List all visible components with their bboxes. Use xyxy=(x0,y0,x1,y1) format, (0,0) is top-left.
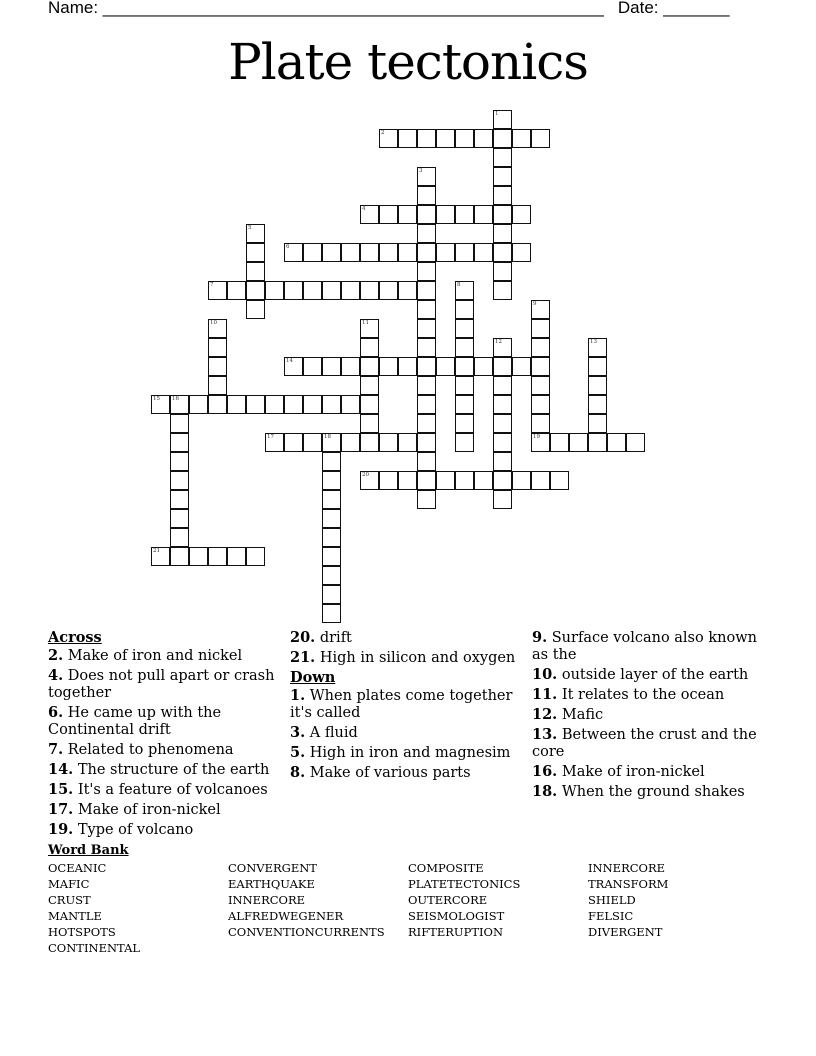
crossword-cell[interactable] xyxy=(227,547,246,566)
crossword-cell[interactable] xyxy=(550,471,569,490)
clue-number: 12 xyxy=(495,339,502,345)
crossword-cell[interactable] xyxy=(474,357,493,376)
crossword-cell[interactable] xyxy=(417,129,436,148)
crossword-cell[interactable] xyxy=(436,471,455,490)
date-field[interactable]: _______ xyxy=(663,0,730,17)
crossword-cell[interactable] xyxy=(436,357,455,376)
word-bank-item: RIFTERUPTION xyxy=(408,925,504,939)
crossword-cell[interactable] xyxy=(493,376,512,395)
clue-across-7: 7. Related to phenomena xyxy=(48,741,234,758)
page-title: Plate tectonics xyxy=(228,33,588,91)
crossword-cell[interactable] xyxy=(455,376,474,395)
crossword-cell[interactable] xyxy=(417,167,436,186)
crossword-cell[interactable] xyxy=(246,224,265,243)
crossword-cell[interactable] xyxy=(379,433,398,452)
crossword-cell[interactable] xyxy=(607,433,626,452)
crossword-cell[interactable] xyxy=(417,433,436,452)
crossword-cell[interactable] xyxy=(208,357,227,376)
crossword-cell[interactable] xyxy=(436,205,455,224)
crossword-cell[interactable] xyxy=(360,319,379,338)
crossword-cell[interactable] xyxy=(455,414,474,433)
crossword-cell[interactable] xyxy=(588,433,607,452)
clue-down-8: 8. Make of various parts xyxy=(290,764,471,781)
crossword-cell[interactable] xyxy=(436,129,455,148)
crossword-cell[interactable] xyxy=(265,433,284,452)
crossword-cell[interactable] xyxy=(417,414,436,433)
crossword-cell[interactable] xyxy=(493,110,512,129)
word-bank-column-4 xyxy=(588,860,668,940)
crossword-cell[interactable] xyxy=(360,357,379,376)
word-bank-item: SHIELD xyxy=(588,893,636,907)
crossword-cell[interactable] xyxy=(322,490,341,509)
crossword-cell[interactable] xyxy=(417,471,436,490)
crossword-cell[interactable] xyxy=(493,148,512,167)
crossword-cell[interactable] xyxy=(531,414,550,433)
crossword-cell[interactable] xyxy=(170,414,189,433)
crossword-cell[interactable] xyxy=(493,186,512,205)
word-bank-item: CONVERGENT xyxy=(228,861,317,875)
word-bank-item: DIVERGENT xyxy=(588,925,663,939)
word-bank-item: EARTHQUAKE xyxy=(228,877,315,891)
crossword-cell[interactable] xyxy=(493,490,512,509)
crossword-cell[interactable] xyxy=(588,414,607,433)
crossword-cell[interactable] xyxy=(170,395,189,414)
crossword-cell[interactable] xyxy=(151,547,170,566)
crossword-cell[interactable] xyxy=(531,395,550,414)
crossword-cell[interactable] xyxy=(474,471,493,490)
word-bank-item: OCEANIC xyxy=(48,861,107,875)
clue-number: 6 xyxy=(286,244,290,250)
clue-down-12: 12. Mafic xyxy=(532,706,604,723)
crossword-cell[interactable] xyxy=(531,433,550,452)
crossword-cell[interactable] xyxy=(303,281,322,300)
crossword-cell[interactable] xyxy=(322,395,341,414)
crossword-cell[interactable] xyxy=(417,300,436,319)
crossword-cell[interactable] xyxy=(493,357,512,376)
crossword-cell[interactable] xyxy=(455,319,474,338)
crossword-cell[interactable] xyxy=(417,357,436,376)
word-bank-item: PLATETECTONICS xyxy=(408,877,521,891)
crossword-cell[interactable] xyxy=(303,433,322,452)
clue-down-1: 1. When plates come together it's called xyxy=(290,687,513,721)
clue-number: 3 xyxy=(419,168,423,174)
crossword-cell[interactable] xyxy=(284,357,303,376)
crossword-cell[interactable] xyxy=(493,224,512,243)
word-bank-item: INNERCORE xyxy=(588,861,666,875)
crossword-cell[interactable] xyxy=(360,281,379,300)
crossword-cell[interactable] xyxy=(493,243,512,262)
crossword-cell[interactable] xyxy=(588,395,607,414)
crossword-cell[interactable] xyxy=(170,509,189,528)
clue-number: 9 xyxy=(533,301,537,307)
clue-down-18: 18. When the ground shakes xyxy=(532,783,745,800)
crossword-cell[interactable] xyxy=(379,281,398,300)
clue-down-11: 11. It relates to the ocean xyxy=(532,686,725,703)
crossword-cell[interactable] xyxy=(455,243,474,262)
crossword-cell[interactable] xyxy=(455,300,474,319)
crossword-cell[interactable] xyxy=(417,205,436,224)
crossword-cell[interactable] xyxy=(208,376,227,395)
crossword-cell[interactable] xyxy=(360,471,379,490)
crossword-cell[interactable] xyxy=(170,547,189,566)
crossword-cell[interactable] xyxy=(227,281,246,300)
crossword-cell[interactable] xyxy=(322,452,341,471)
crossword-cell[interactable] xyxy=(379,471,398,490)
crossword-cell[interactable] xyxy=(322,509,341,528)
crossword-cell[interactable] xyxy=(493,167,512,186)
clue-across-14: 14. The structure of the earth xyxy=(48,761,270,778)
crossword-cell[interactable] xyxy=(417,281,436,300)
crossword-cell[interactable] xyxy=(246,395,265,414)
crossword-cell[interactable] xyxy=(341,281,360,300)
crossword-cell[interactable] xyxy=(170,471,189,490)
name-label: Name: xyxy=(48,0,103,17)
crossword-cell[interactable] xyxy=(341,243,360,262)
crossword-cell[interactable] xyxy=(455,129,474,148)
crossword-cell[interactable] xyxy=(417,262,436,281)
crossword-cell[interactable] xyxy=(208,281,227,300)
crossword-cell[interactable] xyxy=(360,338,379,357)
word-bank-column-1 xyxy=(48,860,140,956)
crossword-cell[interactable] xyxy=(455,395,474,414)
crossword-cell[interactable] xyxy=(474,243,493,262)
crossword-cell[interactable] xyxy=(322,281,341,300)
crossword-cell[interactable] xyxy=(626,433,645,452)
clue-number: 20 xyxy=(362,472,369,478)
crossword-cell[interactable] xyxy=(531,471,550,490)
crossword-cell[interactable] xyxy=(265,281,284,300)
crossword-cell[interactable] xyxy=(417,490,436,509)
crossword-cell[interactable] xyxy=(208,395,227,414)
crossword-cell[interactable] xyxy=(170,452,189,471)
clue-across-17: 17. Make of iron-nickel xyxy=(48,801,221,818)
date-label: Date: xyxy=(617,0,664,17)
crossword-cell[interactable] xyxy=(246,243,265,262)
crossword-cell[interactable] xyxy=(322,243,341,262)
crossword-cell[interactable] xyxy=(455,281,474,300)
crossword-cell[interactable] xyxy=(455,205,474,224)
word-bank-item: MANTLE xyxy=(48,909,102,923)
crossword-cell[interactable] xyxy=(474,129,493,148)
crossword-cell[interactable] xyxy=(417,338,436,357)
crossword-cell[interactable] xyxy=(284,243,303,262)
crossword-cell[interactable] xyxy=(512,129,531,148)
clue-number: 1 xyxy=(495,111,499,117)
crossword-cell[interactable] xyxy=(398,243,417,262)
crossword-cell[interactable] xyxy=(417,376,436,395)
clue-down-3: 3. A fluid xyxy=(290,724,358,741)
crossword-cell[interactable] xyxy=(417,224,436,243)
crossword-cell[interactable] xyxy=(588,338,607,357)
clue-down-10: 10. outside layer of the earth xyxy=(532,666,749,683)
word-bank-column-2 xyxy=(228,860,385,940)
crossword-cell[interactable] xyxy=(455,433,474,452)
crossword-cell[interactable] xyxy=(379,357,398,376)
crossword-cell[interactable] xyxy=(208,547,227,566)
crossword-cell[interactable] xyxy=(284,281,303,300)
crossword-cell[interactable] xyxy=(493,433,512,452)
crossword-cell[interactable] xyxy=(360,243,379,262)
crossword-cell[interactable] xyxy=(379,129,398,148)
clue-number: 11 xyxy=(362,320,369,326)
crossword-cell[interactable] xyxy=(322,357,341,376)
crossword-cell[interactable] xyxy=(417,395,436,414)
crossword-cell[interactable] xyxy=(417,243,436,262)
crossword-cell[interactable] xyxy=(531,338,550,357)
crossword-cell[interactable] xyxy=(360,414,379,433)
crossword-cell[interactable] xyxy=(493,262,512,281)
crossword-cell[interactable] xyxy=(170,528,189,547)
clue-number: 10 xyxy=(210,320,217,326)
crossword-cell[interactable] xyxy=(493,338,512,357)
word-bank-item: INNERCORE xyxy=(228,893,306,907)
crossword-cell[interactable] xyxy=(569,433,588,452)
word-bank-column-3 xyxy=(408,860,520,940)
clue-number: 8 xyxy=(457,282,461,288)
clue-number: 15 xyxy=(153,396,160,402)
clue-across-15: 15. It's a feature of volcanoes xyxy=(48,781,268,798)
word-bank-item: CONVENTIONCURRENTS xyxy=(228,925,385,939)
crossword-cell[interactable] xyxy=(588,357,607,376)
crossword-cell[interactable] xyxy=(246,281,265,300)
crossword-cell[interactable] xyxy=(493,395,512,414)
down-heading: Down xyxy=(290,669,336,686)
crossword-cell[interactable] xyxy=(322,547,341,566)
clue-number: 21 xyxy=(153,548,160,554)
crossword-cell[interactable] xyxy=(265,395,284,414)
crossword-cell[interactable] xyxy=(189,547,208,566)
word-bank-item: COMPOSITE xyxy=(408,861,484,875)
clue-across-2: 2. Make of iron and nickel xyxy=(48,647,243,664)
crossword-cell[interactable] xyxy=(512,471,531,490)
crossword-cell[interactable] xyxy=(189,395,208,414)
crossword-cell[interactable] xyxy=(322,604,341,623)
crossword-cell[interactable] xyxy=(379,243,398,262)
crossword-cell[interactable] xyxy=(284,395,303,414)
clue-number: 5 xyxy=(248,225,252,231)
name-field[interactable]: _____________________________________________________ xyxy=(102,0,604,17)
crossword-cell[interactable] xyxy=(398,205,417,224)
clue-across-19: 19. Type of volcano xyxy=(48,821,194,838)
crossword-cell[interactable] xyxy=(531,129,550,148)
crossword-cell[interactable] xyxy=(512,243,531,262)
word-bank-item: FELSIC xyxy=(588,909,634,923)
word-bank-item: OUTERCORE xyxy=(408,893,488,907)
crossword-cell[interactable] xyxy=(246,300,265,319)
crossword-cell[interactable] xyxy=(303,395,322,414)
word-bank xyxy=(48,843,669,955)
across-heading: Across xyxy=(48,629,102,646)
crossword-cell[interactable] xyxy=(341,433,360,452)
crossword-cell[interactable] xyxy=(322,471,341,490)
clue-down-16: 16. Make of iron-nickel xyxy=(532,763,705,780)
clue-number: 14 xyxy=(286,358,293,364)
word-bank-item: HOTSPOTS xyxy=(48,925,116,939)
clue-number: 16 xyxy=(172,396,179,402)
word-bank-item: SEISMOLOGIST xyxy=(408,909,505,923)
clue-number: 7 xyxy=(210,282,214,288)
clue-number: 2 xyxy=(381,130,385,136)
crossword-cell[interactable] xyxy=(360,433,379,452)
crossword-cell[interactable] xyxy=(246,262,265,281)
crossword-cell[interactable] xyxy=(208,319,227,338)
crossword-cell[interactable] xyxy=(436,243,455,262)
crossword-cell[interactable] xyxy=(531,319,550,338)
clue-down-13: 13. Between the crust and the core xyxy=(532,726,757,760)
crossword-cell[interactable] xyxy=(512,357,531,376)
clue-down-9: 9. Surface volcano also known as the xyxy=(532,629,757,663)
crossword-cell[interactable] xyxy=(303,243,322,262)
clue-down-5: 5. High in iron and magnesim xyxy=(290,744,511,761)
clue-across-20: 20. drift xyxy=(290,629,352,646)
crossword-cell[interactable] xyxy=(512,205,531,224)
crossword-cell[interactable] xyxy=(322,566,341,585)
crossword-cell[interactable] xyxy=(455,338,474,357)
crossword-cell[interactable] xyxy=(379,205,398,224)
crossword-cell[interactable] xyxy=(398,471,417,490)
crossword-cell[interactable] xyxy=(550,433,569,452)
crossword-cell[interactable] xyxy=(588,376,607,395)
crossword-cell[interactable] xyxy=(341,395,360,414)
crossword-cell[interactable] xyxy=(170,490,189,509)
word-bank-item: CONTINENTAL xyxy=(48,941,141,955)
crossword-cell[interactable] xyxy=(493,452,512,471)
crossword-cell[interactable] xyxy=(474,205,493,224)
crossword-cell[interactable] xyxy=(493,281,512,300)
clue-number: 13 xyxy=(590,339,597,345)
crossword-cell[interactable] xyxy=(531,357,550,376)
word-bank-item: MAFIC xyxy=(48,877,90,891)
crossword-cell[interactable] xyxy=(398,129,417,148)
crossword-cell[interactable] xyxy=(170,433,189,452)
crossword-cell[interactable] xyxy=(322,433,341,452)
clues-column-3 xyxy=(532,629,772,803)
crossword-cell[interactable] xyxy=(531,300,550,319)
crossword-cell[interactable] xyxy=(398,433,417,452)
clue-number: 18 xyxy=(324,434,331,440)
crossword-cell[interactable] xyxy=(398,281,417,300)
crossword-cell[interactable] xyxy=(398,357,417,376)
crossword-cell[interactable] xyxy=(417,319,436,338)
crossword-cell[interactable] xyxy=(227,395,246,414)
clue-number: 17 xyxy=(267,434,274,440)
crossword-cell[interactable] xyxy=(531,376,550,395)
word-bank-item: ALFREDWEGENER xyxy=(228,909,344,923)
crossword-cell[interactable] xyxy=(360,395,379,414)
clues-column-1 xyxy=(48,629,278,841)
crossword-cell[interactable] xyxy=(493,471,512,490)
word-bank-heading: Word Bank xyxy=(48,843,129,858)
crossword-cell[interactable] xyxy=(360,376,379,395)
crossword-cell[interactable] xyxy=(493,129,512,148)
clue-number: 19 xyxy=(533,434,540,440)
crossword-cell[interactable] xyxy=(417,186,436,205)
crossword-cell[interactable] xyxy=(322,585,341,604)
crossword-cell[interactable] xyxy=(246,547,265,566)
clue-across-6: 6. He came up with the Continental drift xyxy=(48,704,222,738)
crossword-cell[interactable] xyxy=(455,471,474,490)
clues-column-2 xyxy=(290,629,520,784)
crossword-cell[interactable] xyxy=(493,205,512,224)
crossword-cell[interactable] xyxy=(417,452,436,471)
clue-across-4: 4. Does not pull apart or crash together xyxy=(48,667,275,701)
clue-across-21: 21. High in silicon and oxygen xyxy=(290,649,516,666)
crossword-cell[interactable] xyxy=(493,414,512,433)
crossword-cell[interactable] xyxy=(360,205,379,224)
clue-number: 4 xyxy=(362,206,366,212)
crossword-cell[interactable] xyxy=(208,338,227,357)
crossword-cell[interactable] xyxy=(303,357,322,376)
word-bank-item: TRANSFORM xyxy=(588,877,669,891)
crossword-cell[interactable] xyxy=(284,433,303,452)
word-bank-item: CRUST xyxy=(48,893,91,907)
crossword-cell[interactable] xyxy=(341,357,360,376)
crossword-cell[interactable] xyxy=(151,395,170,414)
crossword-cell[interactable] xyxy=(455,357,474,376)
crossword-cell[interactable] xyxy=(322,528,341,547)
